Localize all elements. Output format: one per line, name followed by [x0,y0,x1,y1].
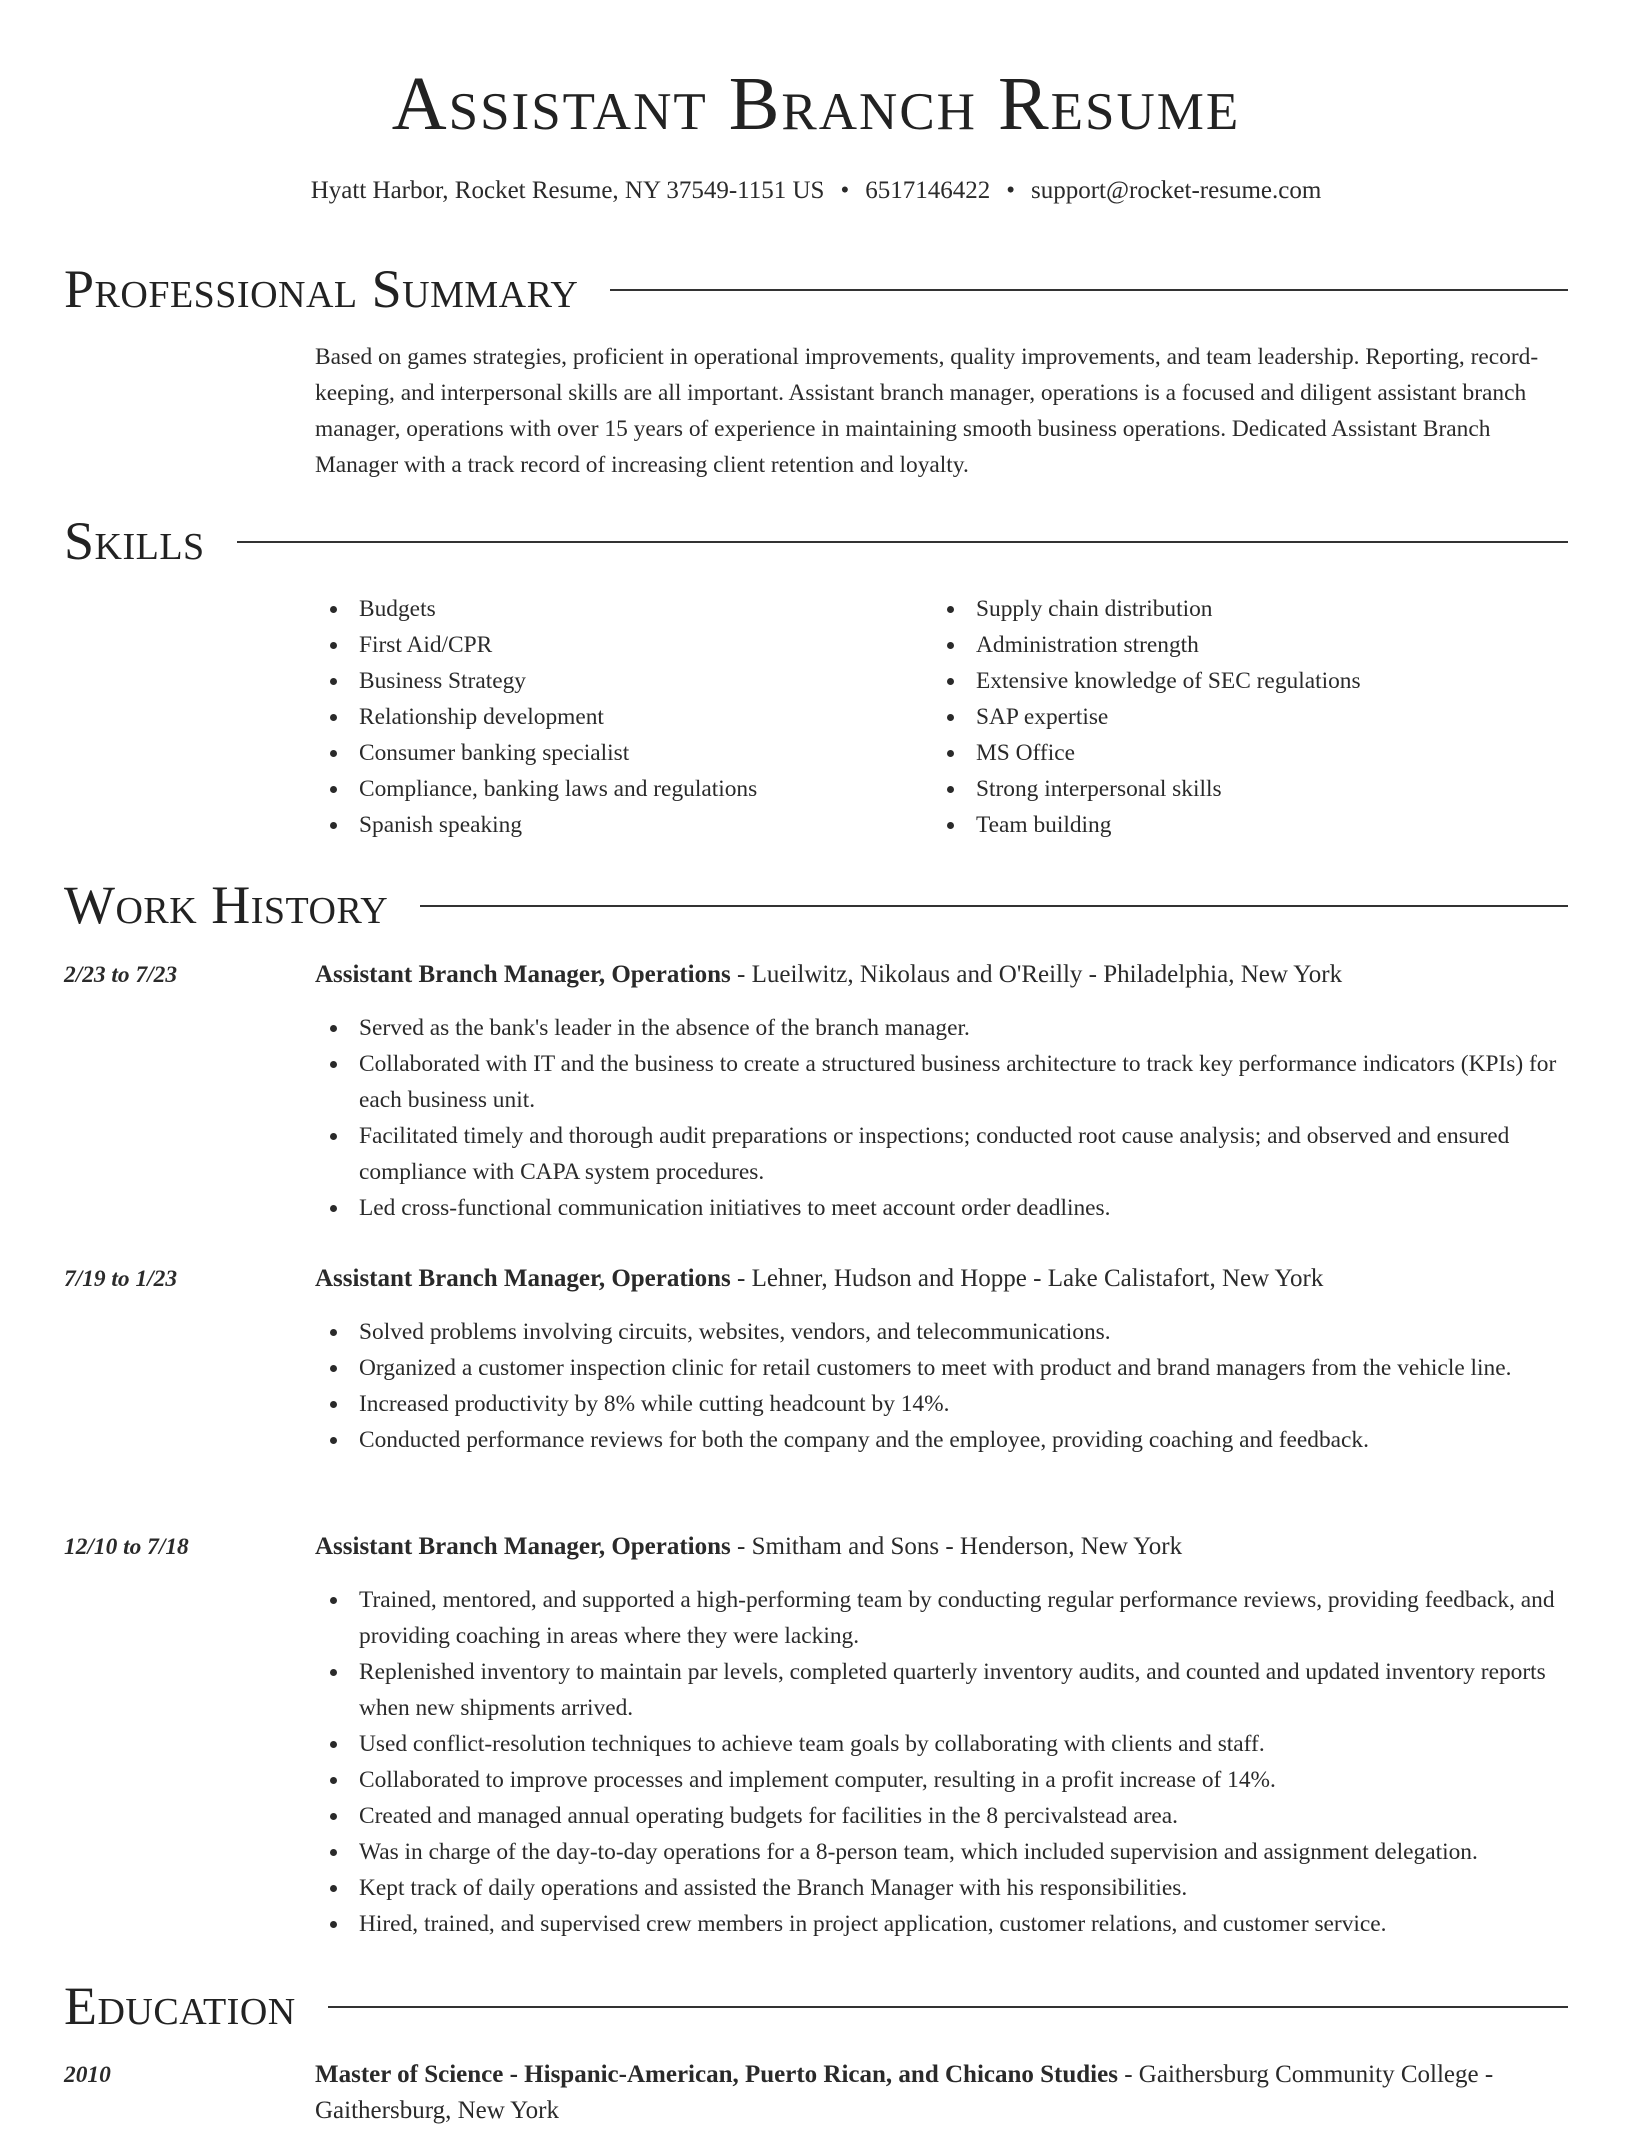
job-bullet: Increased productivity by 8% while cutting headcount by 14%. [315,1386,1568,1422]
job-bullet: Solved problems involving circuits, websites, vendors, and telecommunications. [315,1314,1568,1350]
skill-item: Business Strategy [315,663,757,699]
job-bullet: Led cross-functional communication initiatives to meet account order deadlines. [315,1190,1568,1226]
job-bullet: Conducted performance reviews for both the company and the employee, providing coaching and feedback. [315,1422,1568,1458]
skill-item: Supply chain distribution [932,591,1361,627]
contact-separator: • [1006,177,1015,204]
job-heading [315,1261,1568,1297]
skill-item: Budgets [315,591,757,627]
job-bullet: Created and managed annual operating budgets for facilities in the 8 percivalstead area. [315,1798,1568,1834]
job-bullet: Facilitated timely and thorough audit preparations or inspections; conducted root cause analysis; and observed and ensured compliance with CAPA system procedures. [315,1118,1568,1190]
job-dates: 2/23 to 7/23 [64,962,178,988]
contact-separator: • [840,177,850,204]
summary-section-header [64,258,1568,320]
job-heading [315,957,1568,993]
skills-list-right [932,591,1361,843]
job-bullet: Was in charge of the day-to-day operations for a 8-person team, which included supervision and assignment delegation. [315,1834,1568,1870]
resume-name: Assistant Branch Resume [391,62,1241,146]
skill-item: Strong interpersonal skills [932,771,1361,807]
job-bullet: Trained, mentored, and supported a high-performing team by conducting regular performance reviews, providing feedback, and providing coaching in areas where they were lacking. [315,1582,1568,1654]
education-year: 2010 [64,2062,111,2088]
section-divider [420,905,1568,907]
job-bullet: Served as the bank's leader in the absence of the branch manager. [315,1010,1568,1046]
education-degree: Master of Science - Hispanic-American, Puerto Rican, and Chicano Studies [315,2061,1118,2088]
job-role: Assistant Branch Manager, Operations [315,1533,731,1560]
job-bullet: Collaborated with IT and the business to create a structured business architecture to track key performance indicators (KPIs) for each business unit. [315,1046,1568,1118]
skill-item: Administration strength [932,627,1361,663]
education-section-header [64,1975,1568,2037]
contact-address: Hyatt Harbor, Rocket Resume, NY 37549-1151 US [310,177,825,204]
job-bullet: Collaborated to improve processes and implement computer, resulting in a profit increase of 14%. [315,1762,1568,1798]
job-dates: 12/10 to 7/18 [64,1534,189,1560]
job-dates: 7/19 to 1/23 [64,1266,178,1292]
skill-item: MS Office [932,735,1361,771]
summary-text: Based on games strategies, proficient in operational improvements, quality improvements, and team leadership. Reporting, record-keeping, and interpersonal skills are all important. Assistant branch manager, operations is a focused and diligent assistant branch manager, operations with over 15 years of experience in maintaining smooth business operations. Dedicated Assistant Branch Manager with a track record of increasing client retention and loyalty. [315,344,1539,478]
job-bullet: Replenished inventory to maintain par levels, completed quarterly inventory audits, and counted and updated inventory reports when new shipments arrived. [315,1654,1568,1726]
contact-line [0,174,1632,208]
section-title-education: Education [64,1976,296,2036]
job-bullet: Organized a customer inspection clinic for retail customers to meet with product and brand managers from the vehicle line. [315,1350,1568,1386]
job-bullet: Hired, trained, and supervised crew members in project application, customer relations, and customer service. [315,1906,1568,1942]
section-title-skills: Skills [64,511,205,571]
job-role: Assistant Branch Manager, Operations [315,961,731,988]
section-divider [328,2006,1568,2008]
job-bullets [315,1582,1568,1942]
skill-item: Team building [932,807,1361,843]
contact-phone: 6517146422 [865,177,991,204]
section-title-work: Work History [64,875,389,935]
skill-item: Relationship development [315,699,757,735]
contact-email: support@rocket-resume.com [1030,177,1322,204]
skill-item: First Aid/CPR [315,627,757,663]
section-divider [610,289,1568,291]
job-details: - Lehner, Hudson and Hoppe - Lake Calistafort, New York [730,1265,1324,1292]
job-details: - Lueilwitz, Nikolaus and O'Reilly - Philadelphia, New York [730,961,1343,988]
job-role: Assistant Branch Manager, Operations [315,1265,731,1292]
education-heading [315,2057,1568,2129]
skill-item: SAP expertise [932,699,1361,735]
job-bullet: Kept track of daily operations and assisted the Branch Manager with his responsibilities. [315,1870,1568,1906]
skill-item: Spanish speaking [315,807,757,843]
job-bullets [315,1314,1568,1458]
job-details: - Smitham and Sons - Henderson, New York [730,1533,1183,1560]
section-title-summary: Professional Summary [64,259,579,319]
job-bullets [315,1010,1568,1226]
skill-item: Compliance, banking laws and regulations [315,771,757,807]
job-bullet: Used conflict-resolution techniques to achieve team goals by collaborating with clients and staff. [315,1726,1568,1762]
skills-section-header [64,510,1568,572]
skills-list-left [315,591,757,843]
education-details: - Gaithersburg Community College - Gaithersburg, New York [315,2061,1494,2124]
section-divider [237,541,1568,543]
job-heading [315,1529,1568,1565]
work-section-header [64,874,1568,936]
skill-item: Extensive knowledge of SEC regulations [932,663,1361,699]
skill-item: Consumer banking specialist [315,735,757,771]
